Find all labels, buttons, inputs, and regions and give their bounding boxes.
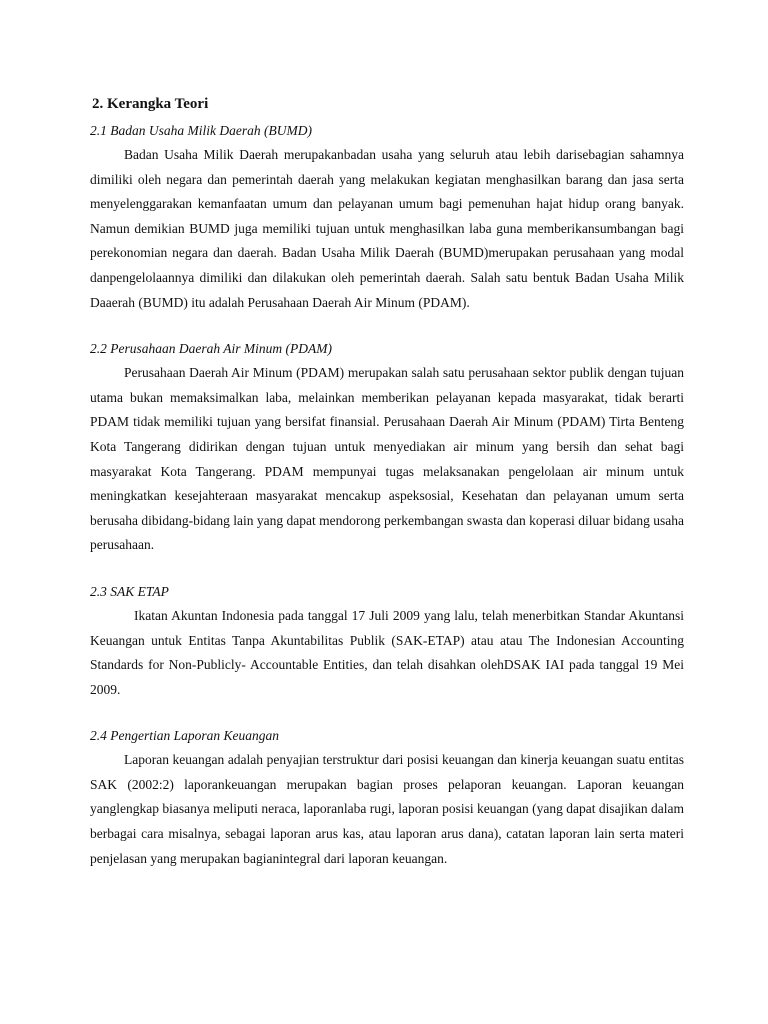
paragraph-laporan-keuangan: Laporan keuangan adalah penyajian terstruktur dari posisi keuangan dan kinerja keuangan suatu entitas SAK (2002:2) laporankeuangan merupakan bagian proses pelaporan keuangan. Laporan keuangan yanglengkap biasanya meliputi neraca, laporanlaba rugi, laporan posisi keuangan (yang dapat disajikan dalam berbagai cara misalnya, sebagai laporan arus kas, atau laporan arus dana), catatan laporan lain serta materi penjelasan yang merupakan bagianintegral dari laporan keuangan. (90, 752, 684, 866)
section-sak-etap (90, 580, 684, 702)
section-title-pdam: 2.2 Perusahaan Daerah Air Minum (PDAM) (90, 341, 332, 357)
section-title-bumd: 2.1 Badan Usaha Milik Daerah (BUMD) (90, 123, 312, 138)
section-spacer (90, 558, 684, 580)
section-spacer (90, 315, 684, 337)
paragraph-pdam: Perusahaan Daerah Air Minum (PDAM) merupakan salah satu perusahaan sektor publik dengan tujuan utama bukan memaksimalkan laba, melainkan memberikan pelayanan kepada masyarakat, tidak berarti PDAM tidak memiliki tujuan yang bersifat finansial. Perusahaan Daerah Air Minum (PDAM) Tirta Benteng Kota Tangerang didirikan dengan tujuan untuk menyediakan air minum yang bersih dan sehat bagi masyarakat Kota Tangerang. PDAM mempunyai tugas melaksanakan pengelolaan air minum untuk meningkatkan kesejahteraan masyarakat mencakup aspeksosial, Kesehatan dan pelayanan umum serta berusaha dibidang-bidang lain yang dapat mendorong perkembangan swasta dan koperasi diluar bidang usaha perusahaan. (90, 365, 684, 553)
section-laporan-keuangan (90, 724, 684, 871)
section-pdam (90, 337, 684, 558)
section-bumd (90, 119, 684, 315)
document-body (90, 92, 684, 871)
section-title-sak-etap: 2.3 SAK ETAP (90, 583, 169, 599)
section-spacer (90, 702, 684, 724)
chapter-title: 2. Kerangka Teori (92, 96, 209, 112)
section-title-laporan-keuangan: 2.4 Pengertian Laporan Keuangan (90, 728, 279, 744)
paragraph-sak-etap: Ikatan Akuntan Indonesia pada tanggal 17 Juli 2009 yang lalu, telah menerbitkan Standar Akuntansi Keuangan untuk Entitas Tanpa Akuntabilitas Publik (SAK-ETAP) atau atau The Indonesian Accounting Standards for Non-Publicly- Accountable Entities, dan telah disahkan olehDSAK IAI pada tanggal 19 Mei 2009. (90, 607, 684, 697)
paragraph-bumd: Badan Usaha Milik Daerah merupakanbadan usaha yang seluruh atau lebih darisebagian sahamnya dimiliki oleh negara dan pemerintah daerah yang melakukan kegiatan menghasilkan barang dan jasa serta menyelenggarakan kemanfaatan umum dan pelayanan umum bagi pemenuhan hajat hidup orang banyak. Namun demikian BUMD juga memiliki tujuan untuk menghasilkan laba guna memberikansumbangan bagi perekonomian negara dan daerah. Badan Usaha Milik Daerah (BUMD)merupakan perusahaan yang modal danpengelolaannya dimiliki dan dilakukan oleh pemerintah daerah. Salah satu bentuk Badan Usaha Milik Daaerah (BUMD) itu adalah Perusahaan Daerah Air Minum (PDAM). (90, 147, 684, 310)
